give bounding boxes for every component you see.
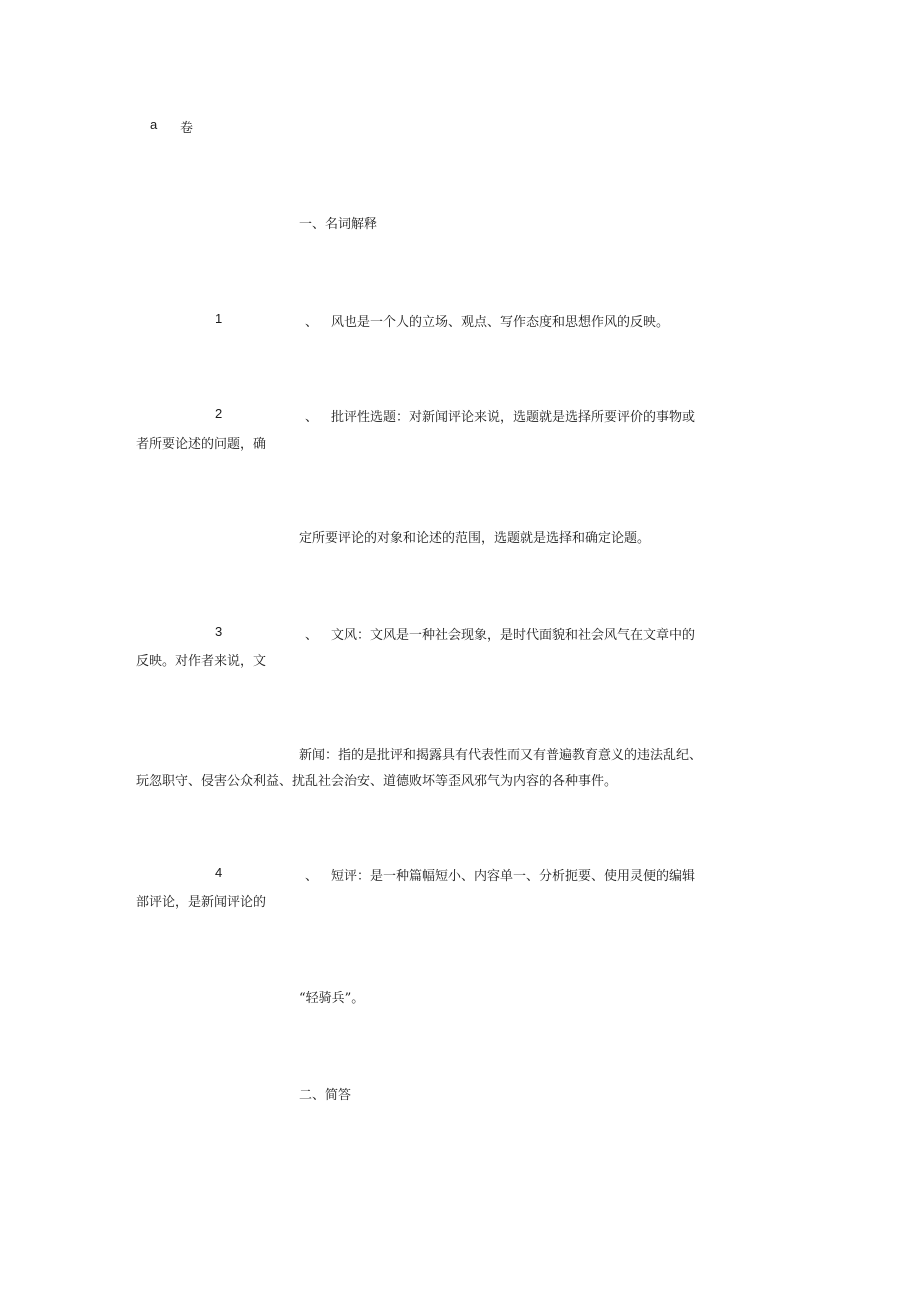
item3-sep: 、 — [305, 628, 319, 643]
item3-continuation: 新闻：指的是批评和揭露具有代表性而又有普遍教育意义的违法乱纪、 — [299, 748, 703, 763]
item4-continuation: “轻骑兵”。 — [299, 991, 365, 1006]
item3-continuation-line2: 玩忽职守、侵害公众利益、扰乱社会治安、道德败坏等歪风邪气为内容的各种事件。 — [136, 774, 618, 789]
item1-text: 风也是一个人的立场、观点、写作态度和思想作风的反映。 — [331, 315, 670, 330]
item2-text-line2: 者所要论述的问题，确 — [136, 437, 267, 452]
item2-continuation: 定所要评论的对象和论述的范围，选题就是选择和确定论题。 — [299, 531, 651, 546]
item4-text: 短评：是一种篇幅短小、内容单一、分析扼要、使用灵便的编辑 — [331, 869, 696, 884]
item3-number: 3 — [215, 624, 223, 639]
header-char: 卷 — [180, 121, 194, 136]
item4-number: 4 — [215, 865, 223, 880]
item2-text: 批评性选题：对新闻评论来说，选题就是选择所要评价的事物或 — [331, 410, 696, 425]
item2-number: 2 — [215, 406, 223, 421]
item1-sep: 、 — [305, 315, 319, 330]
header-letter: a — [150, 117, 158, 132]
item2-sep: 、 — [305, 410, 319, 425]
item1-number: 1 — [215, 311, 223, 326]
item3-text-line2: 反映。对作者来说，文 — [136, 654, 267, 669]
item4-sep: 、 — [305, 869, 319, 884]
item4-text-line2: 部评论，是新闻评论的 — [136, 895, 267, 910]
section2-title: 二、简答 — [299, 1088, 352, 1103]
section1-title: 一、名词解释 — [299, 217, 378, 232]
item3-text: 文风：文风是一种社会现象，是时代面貌和社会风气在文章中的 — [331, 628, 696, 643]
